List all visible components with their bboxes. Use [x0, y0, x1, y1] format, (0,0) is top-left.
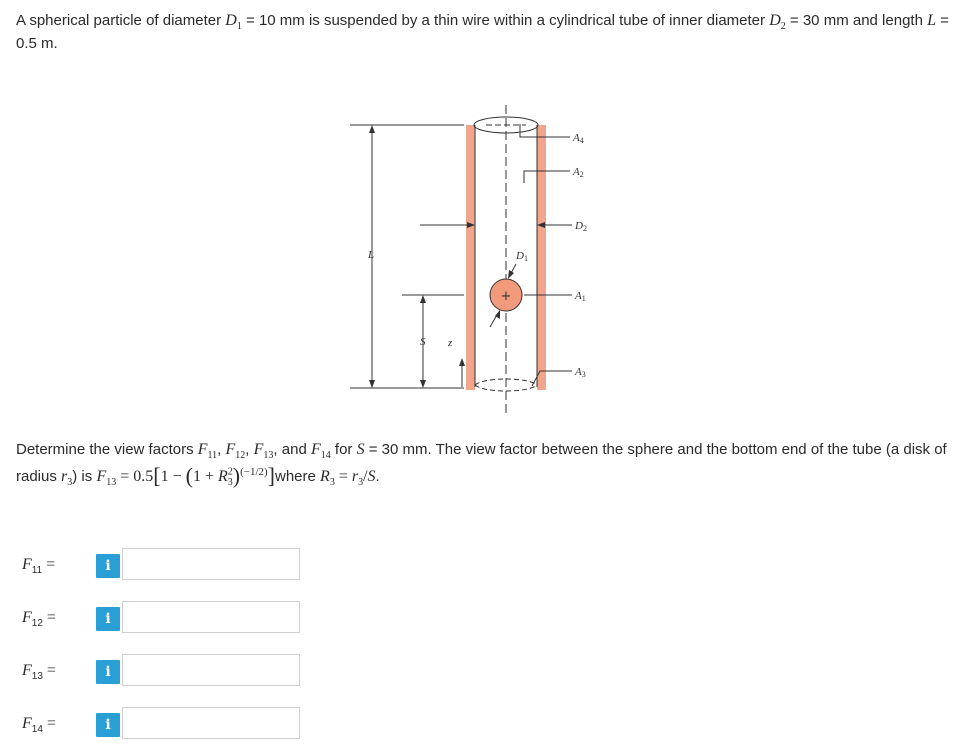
bracket-close: ]: [267, 463, 275, 488]
var: F: [22, 662, 32, 679]
label-z: z: [448, 337, 453, 349]
sphere-plus-icon: +: [500, 289, 512, 304]
var-r3b: [351, 468, 364, 489]
label-S: S: [420, 336, 426, 348]
info-icon[interactable]: i: [96, 713, 120, 737]
paren-close: ): [232, 463, 241, 488]
var-R3: [320, 468, 335, 489]
S-arrow-bottom: [420, 380, 426, 388]
A3-sub: 3: [581, 370, 586, 379]
A4-main: A: [573, 132, 580, 144]
exponent: (−1/2): [240, 466, 268, 478]
S-arrow-top: [420, 295, 426, 303]
answer-input-F14[interactable]: [122, 707, 300, 739]
sub: 11: [207, 450, 218, 462]
sub: 14: [31, 724, 43, 735]
formula-eq2: =: [334, 468, 352, 485]
info-icon[interactable]: i: [96, 607, 120, 631]
text: where: [275, 468, 321, 485]
tube-wall-left: [466, 125, 475, 390]
formula-eq: = 0.5: [116, 468, 154, 485]
A2-leader: [524, 171, 570, 183]
A1-sub: 1: [581, 294, 586, 303]
info-icon[interactable]: i: [96, 660, 120, 684]
text: .: [375, 468, 380, 485]
z-arrowhead: [459, 358, 465, 366]
sub: 3: [329, 477, 335, 489]
equals: =: [42, 556, 56, 573]
cylinder-diagram: [340, 95, 620, 425]
sub: 2: [780, 21, 786, 33]
sub: 12: [235, 450, 246, 462]
D1-arrowhead-top: [508, 270, 514, 279]
A2-main: A: [573, 166, 580, 178]
slash: /: [363, 468, 368, 485]
A3-main: A: [575, 366, 582, 378]
var-S2: S: [367, 468, 376, 485]
sub: 3: [227, 477, 233, 489]
var: F: [197, 441, 208, 458]
var: R: [320, 468, 330, 485]
label-A2: [572, 166, 584, 179]
sup: 2: [227, 466, 233, 478]
text: Determine the view factors: [16, 441, 198, 458]
sub: 13: [263, 450, 274, 462]
formula-one-plus: 1 +: [192, 468, 218, 485]
var-F14: [310, 441, 331, 462]
sub: 3: [67, 477, 73, 489]
bracket-open: [: [153, 463, 161, 488]
sub: 14: [320, 450, 331, 462]
var: D: [225, 12, 237, 29]
sub: 11: [31, 565, 43, 576]
var-F12: [225, 441, 246, 462]
tube-wall-right: [537, 125, 546, 390]
D1-sub: 1: [523, 254, 528, 263]
A1-main: A: [575, 290, 582, 302]
L-arrow-bottom: [369, 380, 375, 388]
answer-input-F12[interactable]: [122, 601, 300, 633]
var: F: [310, 441, 321, 458]
sub: 3: [358, 477, 364, 489]
var: F: [225, 441, 236, 458]
var: r: [61, 468, 68, 485]
var-L: L: [927, 12, 936, 29]
var: F: [96, 468, 107, 485]
text: = 10 mm is suspended by a thin wire within a cylindrical tube of inner diameter: [241, 12, 770, 29]
equals: =: [42, 662, 56, 679]
label-A4: [572, 132, 584, 145]
var-r3: [61, 468, 73, 489]
var: R: [217, 468, 228, 485]
problem-statement: [16, 9, 951, 55]
label-A3: [574, 366, 586, 379]
answer-label: [22, 609, 92, 627]
var: r: [351, 468, 359, 485]
sub: 1: [236, 21, 242, 33]
info-icon[interactable]: i: [96, 554, 120, 578]
var: F: [253, 441, 264, 458]
text: A spherical particle of diameter: [16, 12, 226, 29]
A4-sub: 4: [579, 136, 584, 145]
text: ,: [217, 441, 226, 458]
answer-label: [22, 556, 92, 574]
L-arrow-top: [369, 125, 375, 133]
A2-sub: 2: [579, 170, 584, 179]
sub: 13: [106, 477, 117, 489]
text: , and: [273, 441, 311, 458]
var-D1: [225, 12, 242, 33]
paren-open: (: [185, 463, 193, 488]
var: D: [769, 12, 781, 29]
label-A1: [574, 290, 586, 303]
var-F11: [197, 441, 218, 462]
label-D2: [574, 220, 587, 233]
equals: =: [42, 609, 56, 626]
formula-one: 1 −: [160, 468, 186, 485]
equals: =: [42, 715, 56, 732]
var-R3-squared: [217, 466, 233, 489]
text: ) is: [72, 468, 97, 485]
label-L: L: [368, 249, 375, 261]
text: = 30 mm and length: [785, 12, 928, 29]
label-D1: [515, 250, 528, 263]
D1-main: D: [516, 250, 524, 262]
answer-input-F11[interactable]: [122, 548, 300, 580]
var: F: [22, 556, 32, 573]
var: F: [22, 715, 32, 732]
text: ,: [245, 441, 254, 458]
D2-sub: 2: [582, 224, 587, 233]
var: F: [22, 609, 32, 626]
answer-label: [22, 715, 92, 733]
text: = 0.5 m.: [16, 12, 949, 52]
var-F13: [253, 441, 274, 462]
question-statement: [16, 437, 951, 490]
var-S: S: [356, 441, 365, 458]
var-F13-formula: [96, 468, 117, 489]
answer-label: [22, 662, 92, 680]
answer-input-F13[interactable]: [122, 654, 300, 686]
sub: 13: [31, 671, 43, 682]
text: = 30 mm. The view factor between the sphere and the bottom end of the tube (a disk of radius: [16, 441, 947, 485]
sub: 12: [31, 618, 43, 629]
text: for: [330, 441, 357, 458]
D2-main: D: [575, 220, 583, 232]
var-D2: [769, 12, 786, 33]
